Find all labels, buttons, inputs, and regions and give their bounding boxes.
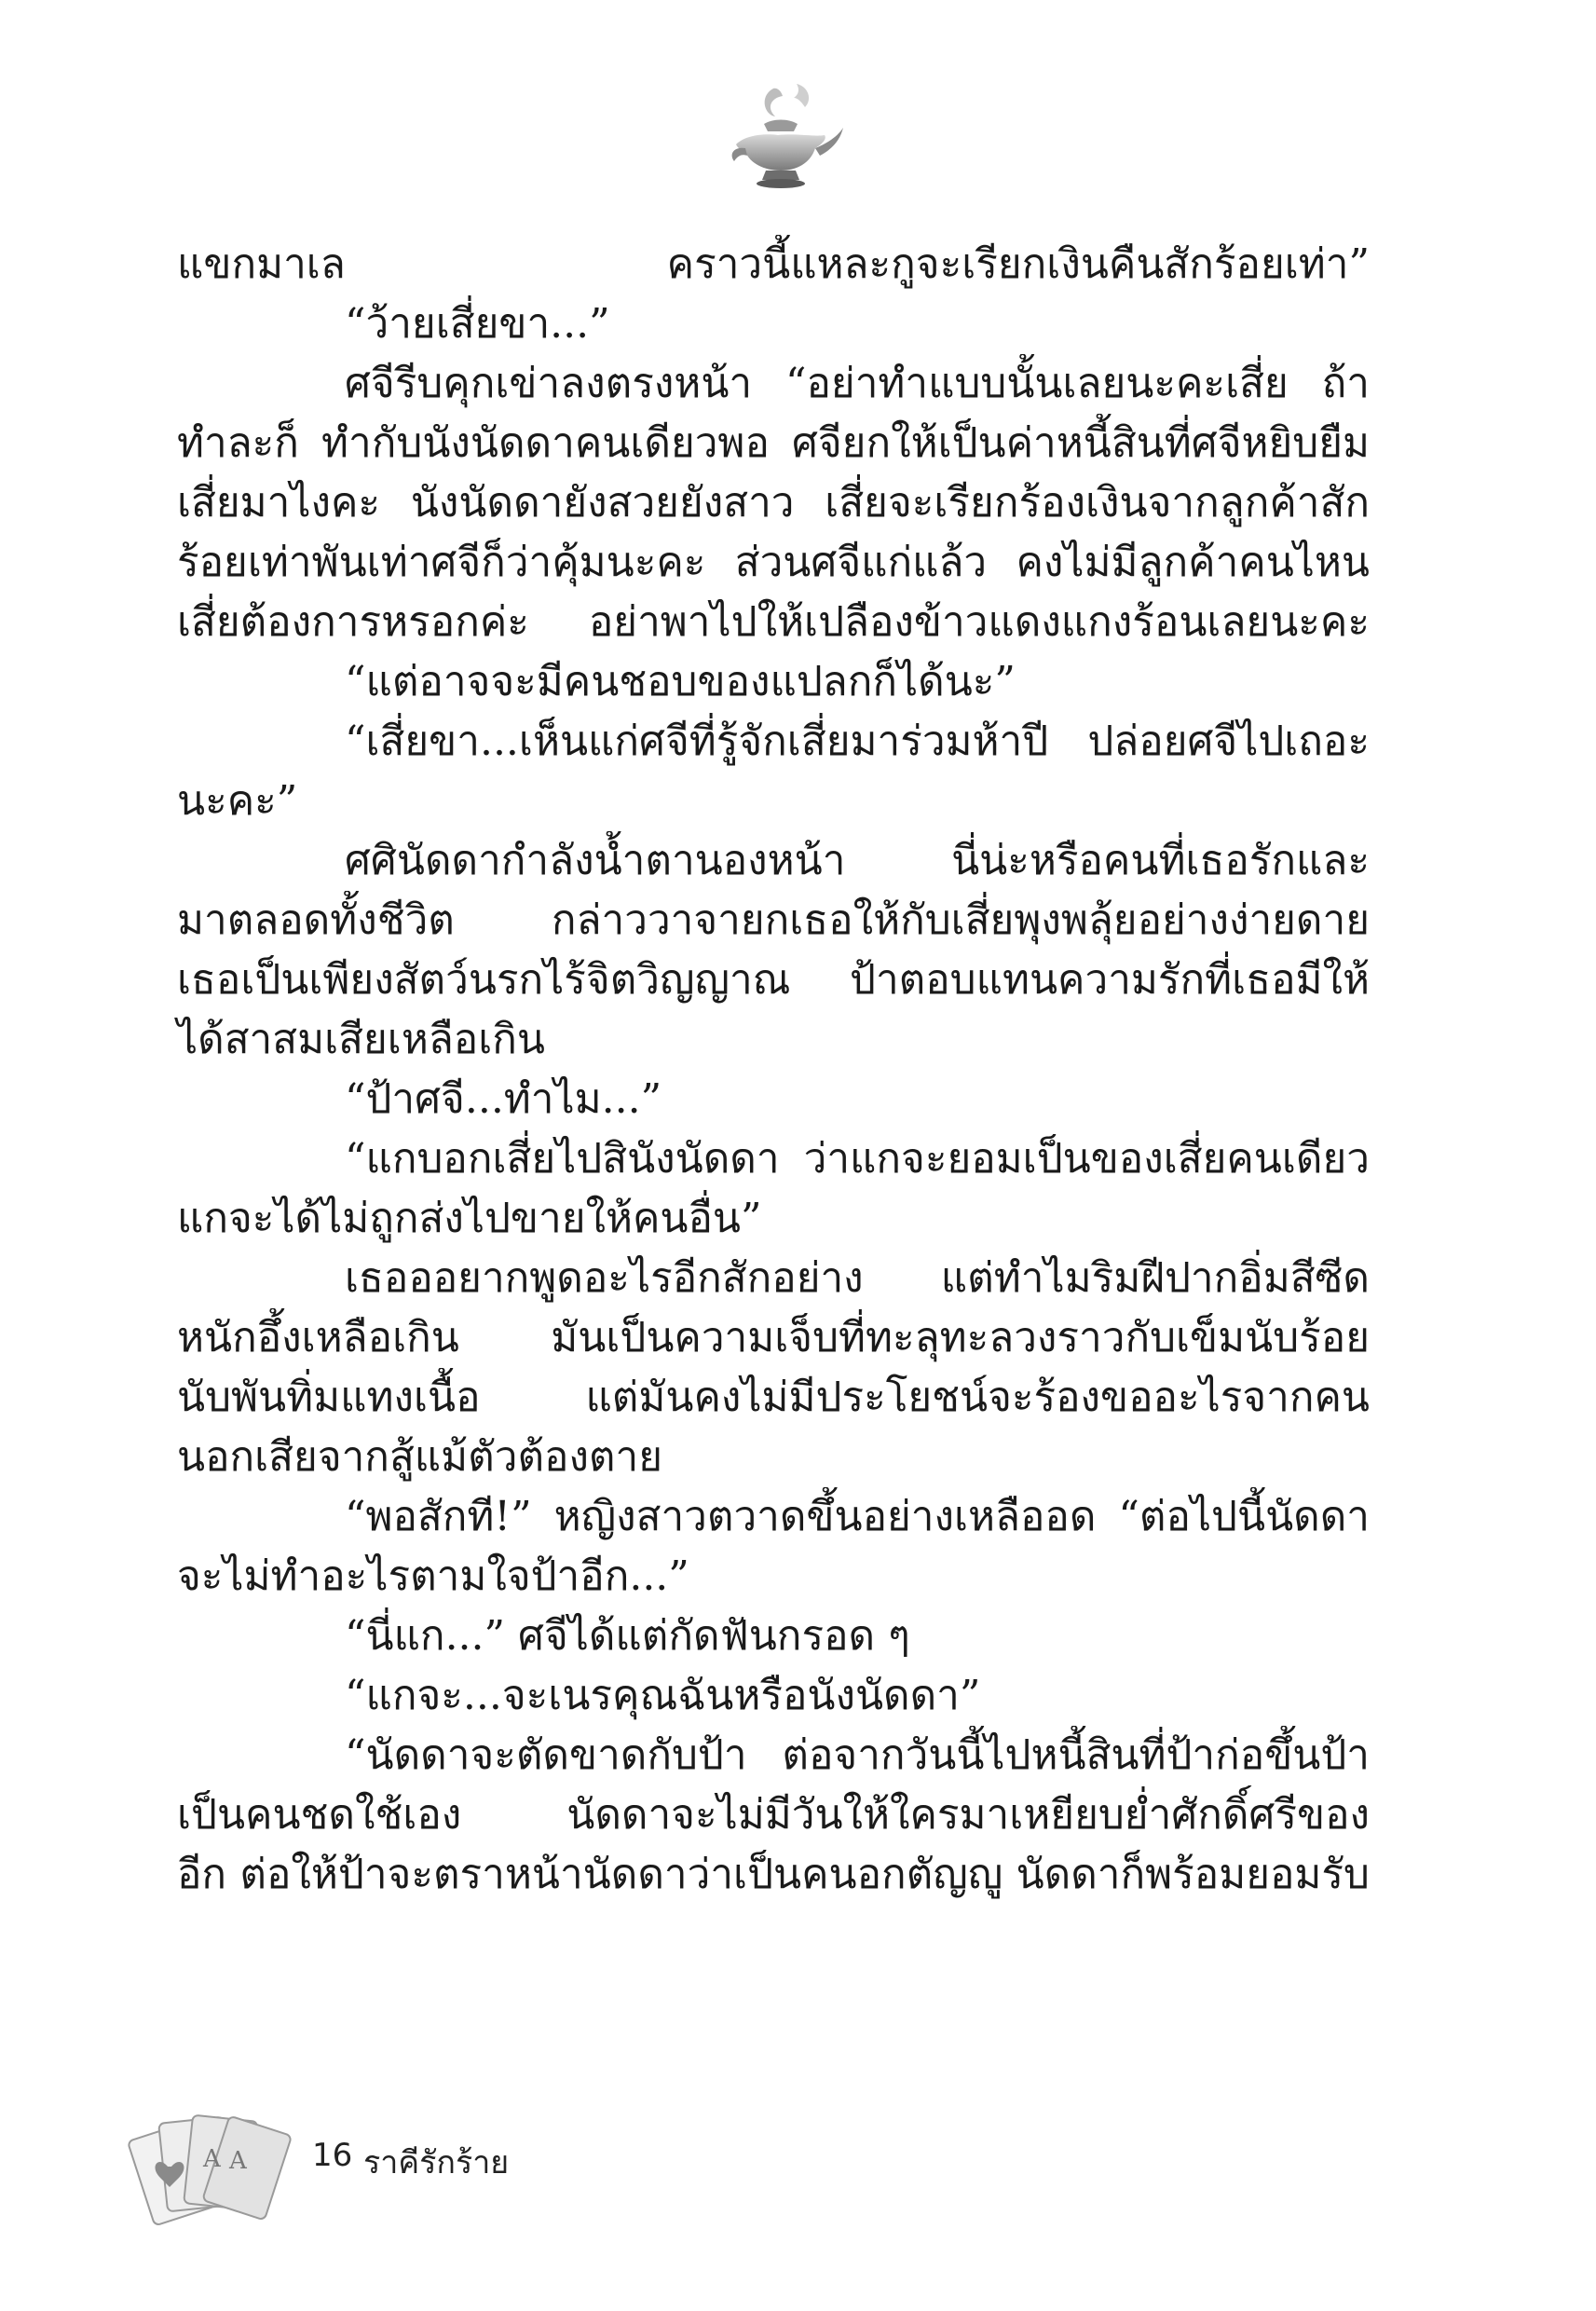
paragraph-line: จะไม่ทำอะไรตามใจป้าอีก...” bbox=[177, 1552, 689, 1600]
paragraph-line: ทำละก็ ทำกับนังนัดดาคนเดียวพอ ศจียกให้เป็นค่าหนี้สินที่ศจีหยิบยืม bbox=[177, 419, 1370, 467]
paragraph-line: ได้สาสมเสียเหลือเกิน bbox=[177, 1016, 545, 1063]
paragraph-line: แขกมาเล คราวนี้แหละกูจะเรียกเงินคืนสักร้อยเท่า” bbox=[177, 240, 1370, 288]
book-title: ราคีรักร้าย bbox=[363, 2144, 510, 2181]
paragraph-line: นอกเสียจากสู้แม้ตัวต้องตาย bbox=[177, 1433, 662, 1481]
paragraph-line: “ว้ายเสี่ยขา...” bbox=[345, 300, 610, 348]
paragraph-line: “นัดดาจะตัดขาดกับป้า ต่อจากวันนี้ไปหนี้สินที่ป้าก่อขึ้นป้า bbox=[345, 1731, 1370, 1779]
paragraph-line: ศจีรีบคุกเข่าลงตรงหน้า “อย่าทำแบบนั้นเลยนะคะเสี่ย ถ้า bbox=[345, 360, 1370, 407]
story-text bbox=[177, 235, 1370, 1905]
paragraph-line: เสี่ยต้องการหรอกค่ะ อย่าพาไปให้เปลืองข้าวแดงแกงร้อนเลยนะคะ bbox=[177, 598, 1370, 646]
paragraph-line: แกจะได้ไม่ถูกส่งไปขายให้คนอื่น” bbox=[177, 1195, 762, 1242]
paragraph-line: “เสี่ยขา...เห็นแก่ศจีที่รู้จักเสี่ยมาร่วมห้าปี ปล่อยศจีไปเถอะ bbox=[345, 718, 1370, 765]
paragraph-line: อีก ต่อให้ป้าจะตราหน้านัดดาว่าเป็นคนอกตัญญู นัดดาก็พร้อมยอมรับ bbox=[177, 1851, 1370, 1898]
paragraph-line: เป็นคนชดใช้เอง นัดดาจะไม่มีวันให้ใครมาเหยียบย่ำศักดิ์ศรีของ bbox=[177, 1791, 1370, 1839]
paragraph-line: ร้อยเท่าพันเท่าศจีก็ว่าคุ้มนะคะ ส่วนศจีแก่แล้ว คงไม่มีลูกค้าคนไหน bbox=[177, 539, 1370, 586]
genie-lamp-icon bbox=[708, 70, 848, 210]
svg-text:A: A bbox=[203, 2145, 221, 2173]
paragraph-line: หนักอึ้งเหลือเกิน มันเป็นความเจ็บที่ทะลุทะลวงราวกับเข็มนับร้อย bbox=[177, 1314, 1370, 1361]
paragraph-line: มาตลอดทั้งชีวิต กล่าววาจายกเธอให้กับเสี่ยพุงพลุ้ยอย่างง่ายดาย bbox=[177, 896, 1370, 944]
paragraph-line: ศศินัดดากำลังน้ำตานองหน้า นี่น่ะหรือคนที่เธอรักและ bbox=[345, 837, 1370, 884]
svg-text:A: A bbox=[229, 2147, 247, 2175]
playing-cards-icon bbox=[121, 2101, 298, 2232]
paragraph-line: “นี่แก...” ศจีได้แต่กัดฟันกรอด ๆ bbox=[345, 1612, 910, 1660]
paragraph-line: เธอออยากพูดอะไรอีกสักอย่าง แต่ทำไมริมฝีปากอิ่มสีซีด bbox=[345, 1254, 1370, 1302]
paragraph-line: เสี่ยมาไงคะ นังนัดดายังสวยยังสาว เสี่ยจะเรียกร้องเงินจากลูกค้าสัก bbox=[177, 479, 1370, 526]
paragraph-line: “แต่อาจจะมีคนชอบของแปลกก็ได้นะ” bbox=[345, 658, 1016, 705]
paragraph-line: “แกจะ...จะเนรคุณฉันหรือนังนัดดา” bbox=[345, 1672, 981, 1719]
paragraph-line: นะคะ” bbox=[177, 777, 298, 825]
paragraph-line: “พอสักที!” หญิงสาวตวาดขึ้นอย่างเหลืออด “ต่อไปนี้นัดดา bbox=[345, 1493, 1370, 1540]
paragraph-line: เธอเป็นเพียงสัตว์นรกไร้จิตวิญญาณ ป้าตอบแทนความรักที่เธอมีให้ bbox=[177, 956, 1370, 1004]
paragraph-line: นับพันทิ่มแทงเนื้อ แต่มันคงไม่มีประโยชน์จะร้องขออะไรจากคน bbox=[177, 1374, 1370, 1421]
page-number: 16 bbox=[312, 2137, 353, 2174]
page-footer bbox=[121, 2101, 680, 2232]
paragraph-line: “แกบอกเสี่ยไปสินังนัดดา ว่าแกจะยอมเป็นของเสี่ยคนเดียว bbox=[345, 1135, 1370, 1183]
paragraph-line: “ป้าศจี...ทำไม...” bbox=[345, 1075, 662, 1123]
